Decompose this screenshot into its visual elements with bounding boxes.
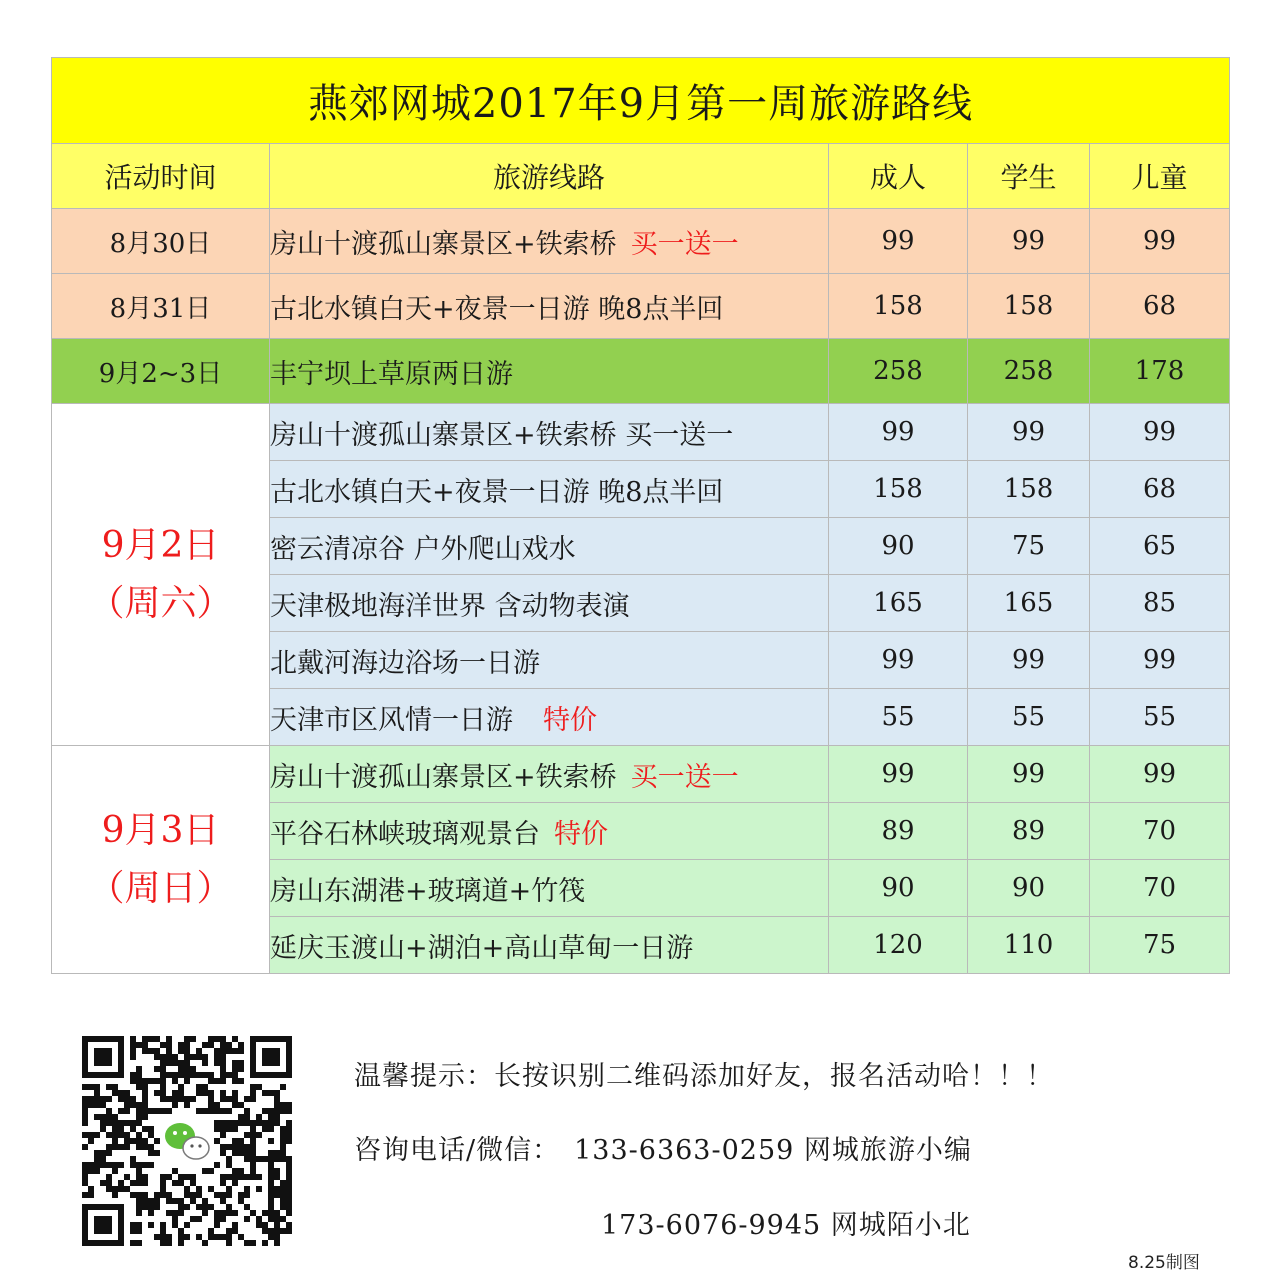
price-adult: 158: [829, 461, 968, 518]
row-route: 古北水镇白天+夜景一日游 晚8点半回: [270, 461, 829, 518]
row-route: [270, 803, 829, 860]
price-student: 89: [968, 803, 1090, 860]
row-date: 8月30日: [52, 209, 270, 274]
price-adult: 99: [829, 209, 968, 274]
row-route: 延庆玉渡山+湖泊+高山草甸一日游: [270, 917, 829, 974]
price-child: 70: [1090, 803, 1230, 860]
price-child: 99: [1090, 632, 1230, 689]
route-text: 房山十渡孤山寨景区+铁索桥: [270, 761, 617, 793]
price-child: 85: [1090, 575, 1230, 632]
price-child: 70: [1090, 860, 1230, 917]
row-route: 丰宁坝上草原两日游: [270, 339, 829, 404]
price-student: 99: [968, 209, 1090, 274]
route-tag: 特价: [543, 704, 597, 736]
price-adult: 89: [829, 803, 968, 860]
price-student: 110: [968, 917, 1090, 974]
price-adult: 158: [829, 274, 968, 339]
price-adult: 258: [829, 339, 968, 404]
price-adult: 99: [829, 632, 968, 689]
row-route: 天津极地海洋世界 含动物表演: [270, 575, 829, 632]
header-row: [52, 144, 1230, 209]
group-date-line2: （周日）: [88, 867, 233, 909]
price-student: 90: [968, 860, 1090, 917]
price-student: 158: [968, 274, 1090, 339]
price-adult: 99: [829, 746, 968, 803]
route-tag: 买一送一: [630, 228, 739, 260]
row-route: 密云清凉谷 户外爬山戏水: [270, 518, 829, 575]
table-row: [52, 274, 1230, 339]
group-date-line1: 9月3日: [101, 809, 220, 851]
price-student: 55: [968, 689, 1090, 746]
price-student: 165: [968, 575, 1090, 632]
route-tag: 买一送一: [630, 761, 739, 793]
contact-phone-1[interactable]: 133-6363-0259 网城旅游小编: [574, 1135, 972, 1166]
price-adult: 55: [829, 689, 968, 746]
schedule-title: 燕郊网城2017年9月第一周旅游路线: [52, 58, 1230, 144]
contact-line-1: [354, 1128, 972, 1167]
price-student: 158: [968, 461, 1090, 518]
table-row: [52, 746, 1230, 803]
price-child: 68: [1090, 274, 1230, 339]
price-adult: 120: [829, 917, 968, 974]
price-student: 258: [968, 339, 1090, 404]
price-child: 65: [1090, 518, 1230, 575]
route-text: 天津市区风情一日游: [270, 704, 513, 736]
price-child: 99: [1090, 746, 1230, 803]
row-route: [270, 689, 829, 746]
group-date-sat: [52, 404, 270, 746]
price-child: 55: [1090, 689, 1230, 746]
qr-code-icon[interactable]: [82, 1036, 292, 1246]
price-adult: 90: [829, 518, 968, 575]
header-route: 旅游线路: [270, 144, 829, 209]
price-child: 178: [1090, 339, 1230, 404]
row-route: 北戴河海边浴场一日游: [270, 632, 829, 689]
price-child: 99: [1090, 209, 1230, 274]
contact-phone-2[interactable]: 173-6076-9945 网城陌小北: [601, 1210, 971, 1241]
row-date: 9月2~3日: [52, 339, 270, 404]
group-date-line2: （周六）: [88, 582, 233, 624]
header-student: 学生: [968, 144, 1090, 209]
price-child: 99: [1090, 404, 1230, 461]
title-row: [52, 58, 1230, 144]
wechat-icon: [162, 1116, 212, 1166]
table-row: [52, 339, 1230, 404]
row-route: [270, 746, 829, 803]
table-row: [52, 209, 1230, 274]
header-date: 活动时间: [52, 144, 270, 209]
price-adult: 90: [829, 860, 968, 917]
header-child: 儿童: [1090, 144, 1230, 209]
group-date-line1: 9月2日: [101, 524, 220, 566]
route-tag: 特价: [554, 818, 608, 850]
footer: [0, 1020, 1280, 1280]
route-text: 房山十渡孤山寨景区+铁索桥: [270, 228, 617, 260]
price-child: 75: [1090, 917, 1230, 974]
price-adult: 99: [829, 404, 968, 461]
price-student: 99: [968, 404, 1090, 461]
tip-text: 温馨提示：长按识别二维码添加好友，报名活动哈！！！: [354, 1061, 1054, 1092]
qr-code-graphic: [82, 1036, 292, 1246]
price-child: 68: [1090, 461, 1230, 518]
row-route: 房山十渡孤山寨景区+铁索桥 买一送一: [270, 404, 829, 461]
schedule-table: [51, 57, 1230, 974]
header-adult: 成人: [829, 144, 968, 209]
contact-label: 咨询电话/微信：: [354, 1135, 561, 1166]
price-student: 99: [968, 746, 1090, 803]
row-route: [270, 209, 829, 274]
price-student: 75: [968, 518, 1090, 575]
price-adult: 165: [829, 575, 968, 632]
price-student: 99: [968, 632, 1090, 689]
credit-text: 8.25制图: [1128, 1253, 1200, 1273]
row-route: 房山东湖港+玻璃道+竹筏: [270, 860, 829, 917]
row-date: 8月31日: [52, 274, 270, 339]
row-route: 古北水镇白天+夜景一日游 晚8点半回: [270, 274, 829, 339]
route-text: 平谷石林峡玻璃观景台: [270, 818, 540, 850]
group-date-sun: [52, 746, 270, 974]
table-row: [52, 404, 1230, 461]
